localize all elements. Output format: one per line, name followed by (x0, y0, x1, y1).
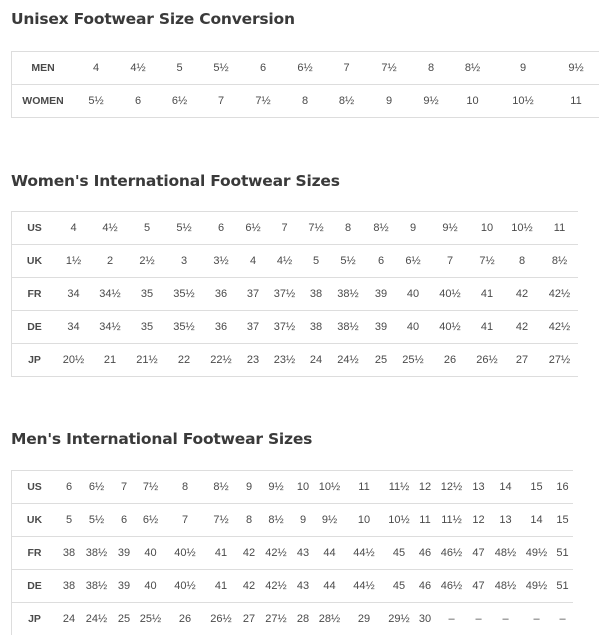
size-cell: 7½ (136, 471, 165, 504)
row-label: WOMEN (12, 85, 74, 118)
size-cell: 38 (57, 537, 81, 570)
size-cell: 26 (429, 344, 471, 377)
size-cell: 8½ (205, 471, 237, 504)
table-row (12, 311, 578, 344)
size-cell: 1½ (57, 245, 90, 278)
size-cell: 48½ (490, 570, 521, 603)
table-row (12, 85, 599, 118)
size-cell: 15 (552, 504, 573, 537)
size-cell: 26 (165, 603, 205, 636)
size-cell: 23½ (268, 344, 301, 377)
size-cell: 25½ (136, 603, 165, 636)
size-cell: 44 (315, 570, 344, 603)
row-label: DE (12, 311, 57, 344)
size-cell: 47 (467, 570, 490, 603)
table-container-womens (11, 211, 578, 377)
size-cell: 26½ (471, 344, 503, 377)
size-cell: 39 (365, 278, 397, 311)
size-cell: 34 (57, 278, 90, 311)
size-cell: 46 (414, 537, 436, 570)
size-cell: 27 (237, 603, 261, 636)
row-label: US (12, 212, 57, 245)
table-container-mens (11, 470, 573, 635)
size-cell: 15 (521, 471, 552, 504)
size-cell: 46 (414, 570, 436, 603)
size-cell: 10 (471, 212, 503, 245)
size-cell: 39 (112, 537, 136, 570)
size-cell: 13 (490, 504, 521, 537)
size-cell: 6½ (158, 85, 201, 118)
size-cell: 10½ (315, 471, 344, 504)
size-cell: 11 (541, 212, 578, 245)
table-row (12, 537, 573, 570)
size-cell: 10½ (384, 504, 414, 537)
section-title-unisex: Unisex Footwear Size Conversion (11, 10, 295, 28)
unisex-size-table (12, 51, 599, 118)
size-cell: 45 (384, 570, 414, 603)
size-cell: 34 (57, 311, 90, 344)
size-cell: 40½ (165, 570, 205, 603)
size-cell: 10 (344, 504, 384, 537)
size-cell: 20½ (57, 344, 90, 377)
size-cell: 5 (158, 52, 201, 85)
size-cell: 46½ (436, 537, 467, 570)
size-cell: 49½ (521, 537, 552, 570)
size-cell: 29½ (384, 603, 414, 636)
size-cell: 35 (130, 278, 164, 311)
size-cell: 35½ (164, 278, 204, 311)
size-cell: 9½ (261, 471, 291, 504)
size-cell: 37½ (268, 278, 301, 311)
size-cell: 9½ (410, 85, 452, 118)
size-cell: 6½ (238, 212, 268, 245)
size-cell: 24 (301, 344, 331, 377)
section-title-mens: Men's International Footwear Sizes (11, 430, 313, 448)
size-cell: 43 (291, 537, 315, 570)
row-label: US (12, 471, 57, 504)
size-cell: 3½ (204, 245, 238, 278)
size-cell: 11 (344, 471, 384, 504)
size-cell: 29 (344, 603, 384, 636)
table-container-unisex (11, 51, 599, 118)
size-cell: 5 (301, 245, 331, 278)
size-cell: – (436, 603, 467, 636)
table-row (12, 212, 578, 245)
size-cell: 28 (291, 603, 315, 636)
size-cell: 14 (490, 471, 521, 504)
size-cell: 10 (291, 471, 315, 504)
size-cell: 40 (136, 537, 165, 570)
table-row (12, 504, 573, 537)
size-cell: 40½ (429, 278, 471, 311)
size-cell: 24½ (331, 344, 365, 377)
size-cell: 11½ (384, 471, 414, 504)
size-cell: 6½ (136, 504, 165, 537)
size-cell: 9 (291, 504, 315, 537)
size-cell: 2 (90, 245, 130, 278)
size-cell: 41 (205, 570, 237, 603)
size-cell: 9 (237, 471, 261, 504)
table-row (12, 245, 578, 278)
size-cell: 6 (118, 85, 158, 118)
size-cell: 37 (238, 278, 268, 311)
size-cell: 6 (365, 245, 397, 278)
size-cell: 36 (204, 278, 238, 311)
size-cell: 42 (503, 278, 541, 311)
size-cell: 38 (301, 278, 331, 311)
size-cell: 44 (315, 537, 344, 570)
size-cell: 43 (291, 570, 315, 603)
size-cell: 25 (112, 603, 136, 636)
size-cell: 37½ (268, 311, 301, 344)
size-cell: 4 (57, 212, 90, 245)
size-cell: – (552, 603, 573, 636)
size-cell: 14 (521, 504, 552, 537)
size-cell: 28½ (315, 603, 344, 636)
size-cell: 7 (112, 471, 136, 504)
row-label: UK (12, 504, 57, 537)
size-cell: 45 (384, 537, 414, 570)
size-cell: 8½ (541, 245, 578, 278)
size-cell: 9 (397, 212, 429, 245)
womens-size-table (12, 211, 578, 377)
size-cell: 42½ (261, 537, 291, 570)
table-row (12, 344, 578, 377)
size-cell: 42 (503, 311, 541, 344)
row-label: DE (12, 570, 57, 603)
size-cell: 16 (552, 471, 573, 504)
size-cell: 7 (165, 504, 205, 537)
table-row (12, 603, 573, 636)
size-cell: 24½ (81, 603, 112, 636)
size-cell: 25 (365, 344, 397, 377)
size-cell: 10 (452, 85, 493, 118)
size-cell: 2½ (130, 245, 164, 278)
size-cell: 30 (414, 603, 436, 636)
size-cell: 49½ (521, 570, 552, 603)
size-cell: 38 (301, 311, 331, 344)
size-cell: 5½ (81, 504, 112, 537)
size-cell: 3 (164, 245, 204, 278)
size-cell: 25½ (397, 344, 429, 377)
table-row (12, 278, 578, 311)
size-cell: 10½ (503, 212, 541, 245)
size-cell: 4½ (90, 212, 130, 245)
size-cell: 51 (552, 570, 573, 603)
size-cell: 24 (57, 603, 81, 636)
size-cell: 8 (331, 212, 365, 245)
size-cell: 42 (237, 570, 261, 603)
size-cell: 5½ (74, 85, 118, 118)
size-cell: 40 (136, 570, 165, 603)
size-cell: 4 (238, 245, 268, 278)
size-cell: 6 (112, 504, 136, 537)
mens-size-table (12, 470, 573, 635)
size-cell: 5½ (331, 245, 365, 278)
row-label: JP (12, 603, 57, 636)
size-cell: 21½ (130, 344, 164, 377)
size-cell: 38½ (81, 570, 112, 603)
size-cell: 22½ (204, 344, 238, 377)
size-cell: 42½ (541, 278, 578, 311)
size-cell: 12½ (436, 471, 467, 504)
size-cell: 8 (503, 245, 541, 278)
size-cell: 21 (90, 344, 130, 377)
size-cell: 8 (285, 85, 325, 118)
size-cell: 42 (237, 537, 261, 570)
size-cell: 6 (241, 52, 285, 85)
size-cell: 8½ (365, 212, 397, 245)
size-cell: 11 (414, 504, 436, 537)
size-cell: 4½ (268, 245, 301, 278)
size-cell: 9½ (553, 52, 599, 85)
size-cell: 27½ (261, 603, 291, 636)
size-cell: 6 (204, 212, 238, 245)
size-cell: 41 (471, 311, 503, 344)
size-cell: 41 (205, 537, 237, 570)
size-cell: 9½ (315, 504, 344, 537)
size-cell: 40 (397, 278, 429, 311)
size-cell: 46½ (436, 570, 467, 603)
size-cell: 38½ (331, 278, 365, 311)
size-cell: 27½ (541, 344, 578, 377)
size-cell: 7 (325, 52, 368, 85)
size-cell: 38½ (331, 311, 365, 344)
table-row (12, 52, 599, 85)
row-label: UK (12, 245, 57, 278)
size-cell: 26½ (205, 603, 237, 636)
size-cell: 47 (467, 537, 490, 570)
table-row (12, 471, 573, 504)
size-cell: 7½ (471, 245, 503, 278)
table-row (12, 570, 573, 603)
size-cell: 7½ (301, 212, 331, 245)
size-cell: 51 (552, 537, 573, 570)
size-cell: 8 (237, 504, 261, 537)
size-cell: 22 (164, 344, 204, 377)
size-cell: 5 (130, 212, 164, 245)
size-cell: 12 (414, 471, 436, 504)
size-cell: 38½ (81, 537, 112, 570)
size-cell: 7 (429, 245, 471, 278)
size-cell: 38 (57, 570, 81, 603)
size-cell: 8½ (261, 504, 291, 537)
size-cell: 7½ (241, 85, 285, 118)
size-cell: 9 (368, 85, 410, 118)
size-cell: 7 (268, 212, 301, 245)
size-cell: 6½ (81, 471, 112, 504)
size-cell: 27 (503, 344, 541, 377)
size-cell: 37 (238, 311, 268, 344)
size-cell: – (490, 603, 521, 636)
size-cell: 42½ (261, 570, 291, 603)
size-cell: 35 (130, 311, 164, 344)
size-cell: 9½ (429, 212, 471, 245)
size-cell: 12 (467, 504, 490, 537)
size-cell: 10½ (493, 85, 553, 118)
row-label: FR (12, 278, 57, 311)
size-cell: – (467, 603, 490, 636)
size-cell: 5½ (164, 212, 204, 245)
size-cell: 8 (165, 471, 205, 504)
size-cell: 23 (238, 344, 268, 377)
row-label: JP (12, 344, 57, 377)
size-cell: 4½ (118, 52, 158, 85)
size-cell: 35½ (164, 311, 204, 344)
size-cell: 6½ (285, 52, 325, 85)
size-cell: 40½ (165, 537, 205, 570)
row-label: FR (12, 537, 57, 570)
size-cell: 11½ (436, 504, 467, 537)
size-cell: 44½ (344, 570, 384, 603)
section-title-womens: Women's International Footwear Sizes (11, 172, 340, 190)
size-cell: 40½ (429, 311, 471, 344)
size-cell: 5½ (201, 52, 241, 85)
size-cell: 11 (553, 85, 599, 118)
size-cell: 34½ (90, 311, 130, 344)
size-cell: 8½ (452, 52, 493, 85)
size-cell: 9 (493, 52, 553, 85)
size-cell: 6 (57, 471, 81, 504)
size-cell: 8½ (325, 85, 368, 118)
size-cell: 39 (365, 311, 397, 344)
size-cell: 5 (57, 504, 81, 537)
size-cell: 36 (204, 311, 238, 344)
size-cell: 34½ (90, 278, 130, 311)
size-cell: 8 (410, 52, 452, 85)
size-cell: 7½ (368, 52, 410, 85)
size-cell: – (521, 603, 552, 636)
size-cell: 42½ (541, 311, 578, 344)
size-cell: 48½ (490, 537, 521, 570)
size-cell: 4 (74, 52, 118, 85)
size-cell: 7 (201, 85, 241, 118)
size-cell: 44½ (344, 537, 384, 570)
size-cell: 6½ (397, 245, 429, 278)
size-cell: 41 (471, 278, 503, 311)
size-cell: 40 (397, 311, 429, 344)
size-cell: 13 (467, 471, 490, 504)
size-cell: 7½ (205, 504, 237, 537)
row-label: MEN (12, 52, 74, 85)
size-cell: 39 (112, 570, 136, 603)
